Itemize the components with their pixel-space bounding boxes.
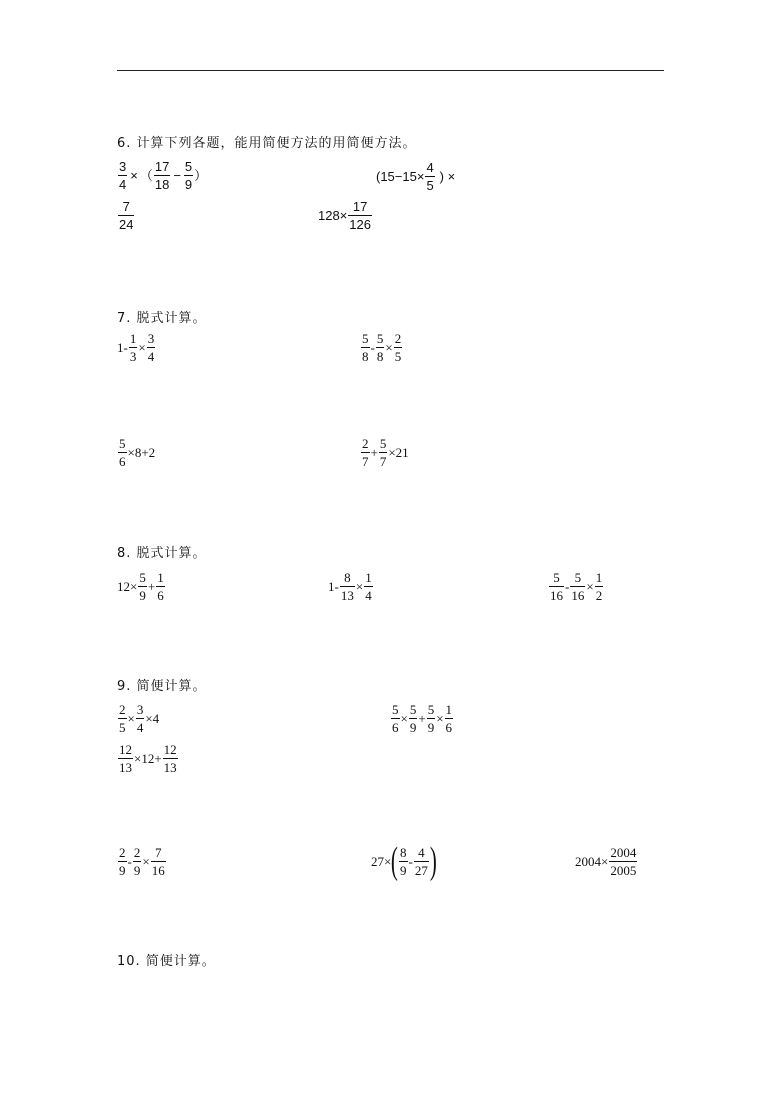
- fraction: $\frac{4}{5}$: [426, 160, 434, 193]
- fraction: $\frac{8}{9}$: [400, 844, 407, 878]
- fraction: $\frac{2}{9}$: [119, 845, 126, 878]
- fraction: $\frac{4}{27}$: [414, 844, 428, 878]
- fraction: $\frac{5}{16}$: [550, 570, 563, 603]
- question-10-title: 10. 简便计算。: [117, 954, 216, 969]
- expression-9a: $\frac{2}{5}$ × $\frac{3}{4}$ ×4: [119, 702, 160, 735]
- expression-7d: $\frac{2}{7}$ + $\frac{5}{7}$ ×21: [362, 436, 409, 469]
- fraction: $\frac{5}{9}$: [409, 702, 417, 735]
- fraction: $\frac{1}{4}$: [365, 570, 372, 603]
- fraction: $\frac{5}{6}$: [119, 436, 126, 469]
- fraction: $\frac{12}{13}$: [163, 742, 177, 775]
- expression-6b: (15−15× $\frac{4}{5}$ ) ×: [376, 160, 456, 193]
- fraction: $\frac{2}{5}$: [394, 331, 402, 364]
- expression-8c: $\frac{5}{16}$ - $\frac{5}{16}$ × $\frac{1}{2}$: [550, 570, 603, 603]
- fraction: $\frac{12}{13}$: [119, 742, 132, 775]
- fraction: $\frac{5}{8}$: [376, 331, 384, 364]
- expression-9b: $\frac{5}{6}$ × $\frac{5}{9}$ + $\frac{5}{9}$ × $\frac{1}{6}$: [392, 702, 453, 735]
- fraction: $\frac{2004}{2005}$: [610, 845, 637, 878]
- expression-7a: 1 - $\frac{1}{3}$ × $\frac{3}{4}$: [117, 331, 155, 364]
- fraction: $\frac{5}{9}$: [427, 702, 435, 735]
- fraction: $\frac{17}{18}$: [154, 159, 170, 192]
- fraction: $\frac{2}{9}$: [133, 845, 141, 878]
- fraction: $\frac{17}{126}$: [349, 199, 371, 232]
- fraction: $\frac{7}{24}$: [119, 199, 134, 232]
- fraction: $\frac{5}{16}$: [571, 570, 585, 603]
- fraction: $\frac{7}{16}$: [151, 845, 165, 878]
- fraction: $\frac{1}{3}$: [129, 331, 137, 364]
- fraction: $\frac{3}{4}$: [119, 159, 127, 192]
- expression-7b: $\frac{5}{8}$ - $\frac{5}{8}$ × $\frac{2}{5}$: [362, 331, 402, 364]
- fraction: $\frac{5}{9}$: [139, 570, 146, 603]
- expression-9e: 27× ( $\frac{8}{9}$ - $\frac{4}{27}$ ): [371, 840, 437, 882]
- fraction: $\frac{5}{7}$: [379, 436, 387, 469]
- fraction: $\frac{2}{5}$: [119, 702, 126, 735]
- expression-6c: [117, 200, 135, 231]
- expression-9c: $\frac{12}{13}$ ×12+ $\frac{12}{13}$: [119, 742, 177, 775]
- question-6-title: 6. 计算下列各题，能用简便方法的用简便方法。: [117, 136, 417, 151]
- expression-6a: $\frac{3}{4}$ × （ $\frac{17}{18}$ − $\frac{5}{9}$ ）: [119, 159, 208, 192]
- fraction: $\frac{5}{6}$: [392, 702, 399, 735]
- fraction: $\frac{3}{4}$: [136, 702, 144, 735]
- expression-7c: $\frac{5}{6}$ ×8+2: [119, 436, 156, 469]
- fraction: $\frac{1}{6}$: [445, 702, 453, 735]
- expression-6d: 128× $\frac{17}{126}$: [318, 199, 371, 232]
- header-rule: [117, 70, 664, 71]
- expression-8a: 12× $\frac{5}{9}$ + $\frac{1}{6}$: [117, 570, 164, 603]
- fraction: $\frac{1}{6}$: [157, 570, 164, 603]
- question-8-title: 8. 脱式计算。: [117, 546, 207, 561]
- fraction: $\frac{5}{9}$: [184, 159, 193, 192]
- expression-8b: 1 - $\frac{8}{13}$ × $\frac{1}{4}$: [328, 570, 372, 603]
- fraction: $\frac{8}{13}$: [340, 570, 354, 603]
- expression-9f: 2004× $\frac{2004}{2005}$: [575, 845, 637, 878]
- fraction: $\frac{3}{4}$: [147, 331, 155, 364]
- fraction: $\frac{2}{7}$: [362, 436, 369, 469]
- fraction: $\frac{5}{8}$: [362, 331, 369, 364]
- question-7-title: 7. 脱式计算。: [117, 311, 207, 326]
- fraction: $\frac{1}{2}$: [595, 570, 603, 603]
- left-parenthesis: (: [391, 840, 399, 882]
- question-9-title: 9. 简便计算。: [117, 679, 207, 694]
- right-parenthesis: ): [429, 840, 437, 882]
- expression-9d: $\frac{2}{9}$ - $\frac{2}{9}$ × $\frac{7}{16}$: [119, 845, 165, 878]
